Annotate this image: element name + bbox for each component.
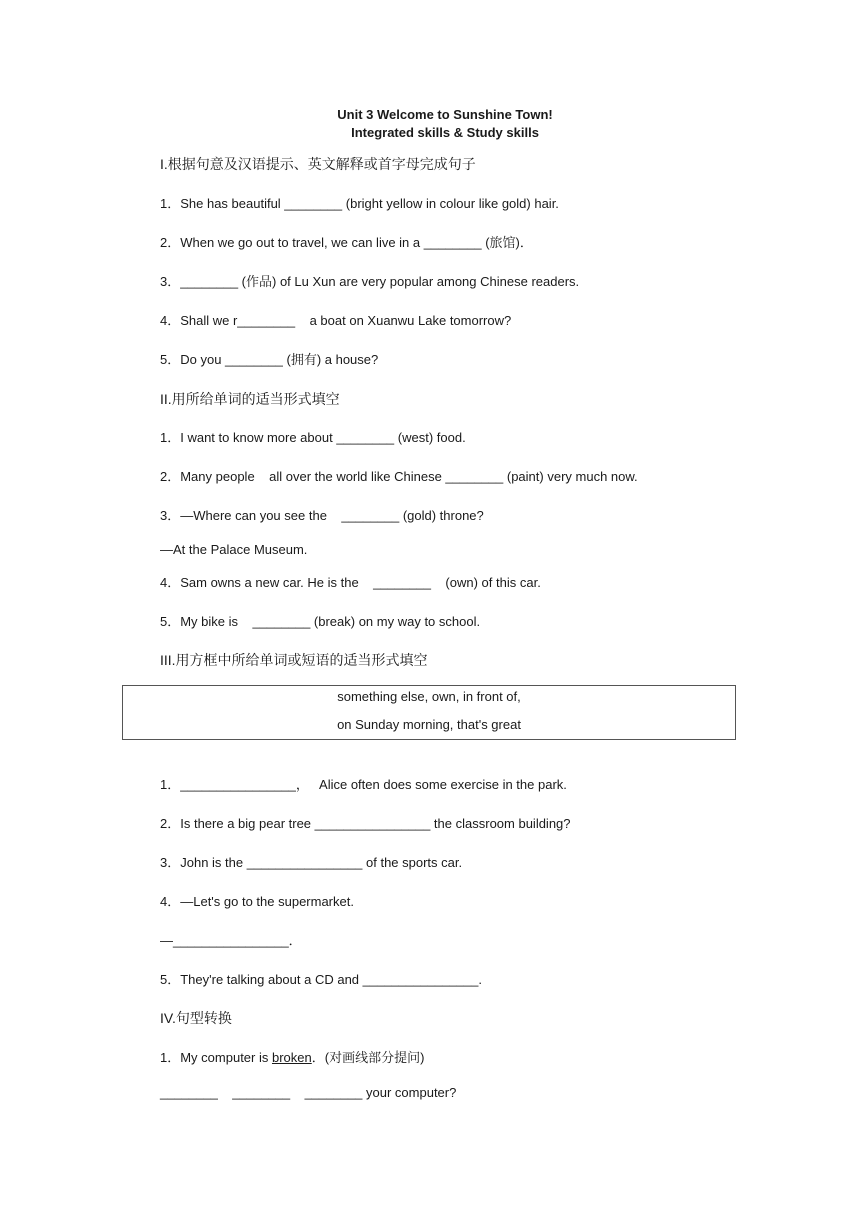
section-3-question-3: 3．John is the ________________ of the sports car. (160, 855, 463, 870)
section-2-question-4: 4．Sam owns a new car. He is the ________ (own) of this car. (160, 575, 541, 590)
section-4-q1-prefix: 1．My computer is (160, 1050, 272, 1065)
underlined-word: broken (271, 1050, 312, 1065)
section-1-question-1: 1．She has beautiful ________ (bright yellow in colour like gold) hair. (160, 196, 559, 211)
word-bank-line-2: on Sunday morning, that's great (337, 717, 521, 732)
section-1-question-3: 3．________ (作品) of Lu Xun are very popular among Chinese readers. (160, 274, 580, 289)
section-2-question-1: 1．I want to know more about ________ (west) food. (160, 430, 466, 445)
section-4-answer-1: ________ ________ ________ your computer? (160, 1085, 457, 1100)
section-2-question-2: 2．Many people all over the world like Chinese ________ (paint) very much now. (160, 469, 638, 484)
section-4-heading: IV.句型转换 (160, 1010, 232, 1026)
section-2-question-5: 5．My bike is ________ (break) on my way to school. (160, 614, 481, 629)
section-1-question-4: 4．Shall we r________ a boat on Xuanwu Lake tomorrow? (160, 313, 512, 328)
section-2-heading: II.用所给单词的适当形式填空 (160, 391, 340, 407)
section-3-answer-4: —________________． (160, 933, 302, 948)
section-1-question-2: 2．When we go out to travel, we can live in a ________ (旅馆)． (160, 235, 533, 250)
section-4-question-1 (160, 1049, 424, 1067)
section-3-question-2: 2．Is there a big pear tree ________________ the classroom building? (160, 816, 571, 831)
section-2-answer-3: —At the Palace Museum. (160, 542, 308, 557)
worksheet-subtitle: Integrated skills & Study skills (351, 125, 539, 140)
section-2-question-3: 3．—Where can you see the ________ (gold) throne? (160, 508, 484, 523)
section-3-question-4: 4．—Let's go to the supermarket. (160, 894, 354, 909)
section-3-heading: III.用方框中所给单词或短语的适当形式填空 (160, 652, 428, 668)
word-bank-line-1: something else, own, in front of, (337, 689, 521, 704)
section-4-q1-suffix: ．(对画线部分提问) (311, 1050, 425, 1065)
section-3-question-5: 5．They're talking about a CD and ________________. (160, 972, 482, 987)
section-1-question-5: 5．Do you ________ (拥有) a house? (160, 352, 379, 367)
worksheet-title: Unit 3 Welcome to Sunshine Town! (337, 107, 553, 122)
section-1-heading: I.根据句意及汉语提示、英文解释或首字母完成句子 (160, 156, 476, 172)
section-3-question-1: 1．________________， Alice often does some exercise in the park. (160, 777, 567, 792)
word-bank-box (122, 685, 736, 740)
